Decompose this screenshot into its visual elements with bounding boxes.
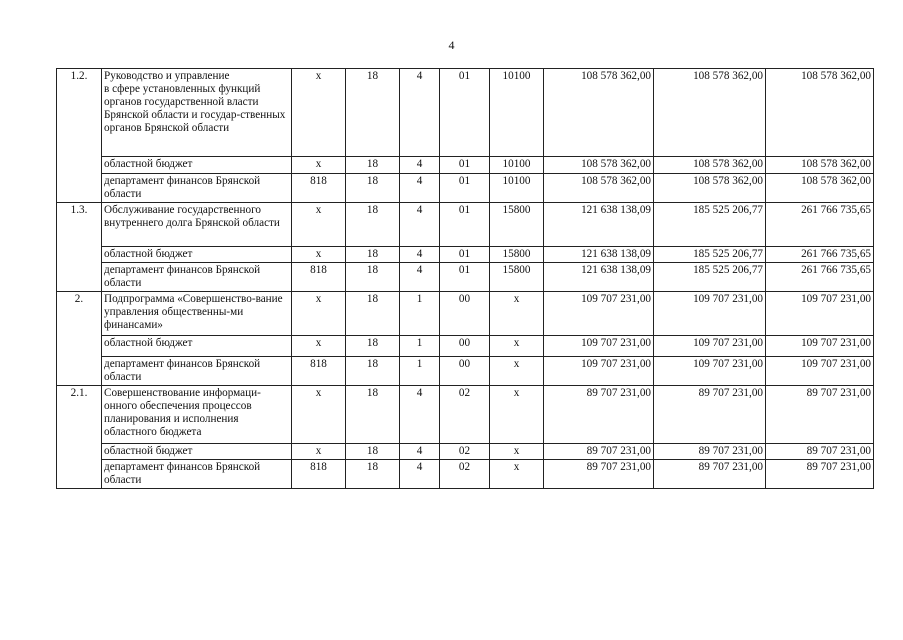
table-row-main	[57, 386, 874, 444]
amount-year-2: 89 707 231,00	[654, 444, 766, 460]
code-subprogram: 4	[400, 263, 440, 292]
code-program: 18	[346, 336, 400, 357]
amount-year-1: 109 707 231,00	[544, 292, 654, 336]
code-subprogram: 4	[400, 444, 440, 460]
code-main-activity: 01	[440, 174, 490, 203]
row-name: Обслуживание государственного внутреннего долга Брянской области	[102, 203, 292, 247]
budget-table-body	[57, 69, 874, 489]
row-name: областной бюджет	[102, 336, 292, 357]
code-main-activity: 01	[440, 247, 490, 263]
row-name: департамент финансов Брянской области	[102, 174, 292, 203]
code-program: 18	[346, 357, 400, 386]
code-program: 18	[346, 247, 400, 263]
code-grbs: х	[292, 292, 346, 336]
code-direction: 10100	[490, 174, 544, 203]
amount-year-1: 108 578 362,00	[544, 157, 654, 174]
amount-year-3: 89 707 231,00	[766, 460, 874, 489]
code-grbs: х	[292, 69, 346, 157]
amount-year-3: 108 578 362,00	[766, 157, 874, 174]
amount-year-2: 108 578 362,00	[654, 69, 766, 157]
code-subprogram: 1	[400, 292, 440, 336]
code-direction: 10100	[490, 69, 544, 157]
code-subprogram: 4	[400, 460, 440, 489]
code-subprogram: 1	[400, 336, 440, 357]
budget-table	[56, 68, 874, 489]
code-main-activity: 01	[440, 263, 490, 292]
code-main-activity: 02	[440, 444, 490, 460]
amount-year-2: 185 525 206,77	[654, 247, 766, 263]
code-direction: х	[490, 386, 544, 444]
code-grbs: х	[292, 386, 346, 444]
row-number: 1.2.	[57, 69, 102, 203]
code-grbs: х	[292, 157, 346, 174]
table-row-main	[57, 69, 874, 157]
code-main-activity: 00	[440, 357, 490, 386]
code-grbs: 818	[292, 263, 346, 292]
code-grbs: х	[292, 203, 346, 247]
amount-year-3: 109 707 231,00	[766, 336, 874, 357]
code-grbs: 818	[292, 174, 346, 203]
code-direction: х	[490, 357, 544, 386]
amount-year-1: 108 578 362,00	[544, 174, 654, 203]
row-name: областной бюджет	[102, 247, 292, 263]
code-main-activity: 01	[440, 69, 490, 157]
amount-year-3: 261 766 735,65	[766, 263, 874, 292]
amount-year-1: 89 707 231,00	[544, 386, 654, 444]
code-subprogram: 4	[400, 203, 440, 247]
code-program: 18	[346, 174, 400, 203]
code-direction: х	[490, 336, 544, 357]
code-main-activity: 00	[440, 292, 490, 336]
amount-year-2: 185 525 206,77	[654, 203, 766, 247]
amount-year-2: 109 707 231,00	[654, 292, 766, 336]
code-direction: 15800	[490, 263, 544, 292]
amount-year-3: 89 707 231,00	[766, 386, 874, 444]
amount-year-3: 261 766 735,65	[766, 203, 874, 247]
code-program: 18	[346, 460, 400, 489]
amount-year-1: 108 578 362,00	[544, 69, 654, 157]
amount-year-1: 89 707 231,00	[544, 444, 654, 460]
amount-year-2: 89 707 231,00	[654, 386, 766, 444]
row-name: областной бюджет	[102, 157, 292, 174]
row-name: областной бюджет	[102, 444, 292, 460]
row-name: департамент финансов Брянской области	[102, 460, 292, 489]
amount-year-1: 89 707 231,00	[544, 460, 654, 489]
code-grbs: 818	[292, 357, 346, 386]
code-grbs: х	[292, 444, 346, 460]
code-program: 18	[346, 292, 400, 336]
table-row	[57, 460, 874, 489]
code-subprogram: 4	[400, 386, 440, 444]
row-name: Совершенствование информаци-онного обеспечения процессов планирования и исполнения областного бюджета	[102, 386, 292, 444]
amount-year-1: 109 707 231,00	[544, 336, 654, 357]
code-main-activity: 01	[440, 157, 490, 174]
amount-year-1: 121 638 138,09	[544, 247, 654, 263]
code-subprogram: 4	[400, 174, 440, 203]
amount-year-3: 109 707 231,00	[766, 357, 874, 386]
table-row	[57, 157, 874, 174]
code-direction: х	[490, 292, 544, 336]
amount-year-1: 121 638 138,09	[544, 203, 654, 247]
code-program: 18	[346, 203, 400, 247]
table-row	[57, 444, 874, 460]
amount-year-3: 109 707 231,00	[766, 292, 874, 336]
code-program: 18	[346, 444, 400, 460]
row-number: 2.	[57, 292, 102, 386]
amount-year-3: 108 578 362,00	[766, 69, 874, 157]
code-grbs: х	[292, 336, 346, 357]
table-row-main	[57, 203, 874, 247]
amount-year-2: 108 578 362,00	[654, 157, 766, 174]
amount-year-3: 108 578 362,00	[766, 174, 874, 203]
amount-year-2: 108 578 362,00	[654, 174, 766, 203]
code-direction: х	[490, 460, 544, 489]
row-name: Подпрограмма «Совершенство-вание управления общественны-ми финансами»	[102, 292, 292, 336]
code-subprogram: 1	[400, 357, 440, 386]
table-row	[57, 357, 874, 386]
amount-year-2: 109 707 231,00	[654, 357, 766, 386]
page-number: 4	[448, 38, 455, 52]
row-number: 1.3.	[57, 203, 102, 292]
table-row	[57, 247, 874, 263]
table-row-main	[57, 292, 874, 336]
row-name: департамент финансов Брянской области	[102, 263, 292, 292]
code-grbs: х	[292, 247, 346, 263]
amount-year-2: 185 525 206,77	[654, 263, 766, 292]
table-row	[57, 263, 874, 292]
code-main-activity: 02	[440, 386, 490, 444]
table-row	[57, 336, 874, 357]
code-main-activity: 01	[440, 203, 490, 247]
code-direction: 15800	[490, 203, 544, 247]
code-main-activity: 02	[440, 460, 490, 489]
amount-year-2: 109 707 231,00	[654, 336, 766, 357]
row-number: 2.1.	[57, 386, 102, 489]
code-subprogram: 4	[400, 69, 440, 157]
code-program: 18	[346, 69, 400, 157]
row-name: департамент финансов Брянской области	[102, 357, 292, 386]
amount-year-3: 261 766 735,65	[766, 247, 874, 263]
code-grbs: 818	[292, 460, 346, 489]
amount-year-2: 89 707 231,00	[654, 460, 766, 489]
code-program: 18	[346, 157, 400, 174]
code-subprogram: 4	[400, 157, 440, 174]
amount-year-3: 89 707 231,00	[766, 444, 874, 460]
code-main-activity: 00	[440, 336, 490, 357]
code-program: 18	[346, 386, 400, 444]
table-row	[57, 174, 874, 203]
row-name: Руководство и управление в сфере установленных функций органов государственной власти Брянской области и государ-ственных органов Брянской области	[102, 69, 292, 157]
code-direction: 15800	[490, 247, 544, 263]
amount-year-1: 121 638 138,09	[544, 263, 654, 292]
code-direction: х	[490, 444, 544, 460]
code-program: 18	[346, 263, 400, 292]
code-direction: 10100	[490, 157, 544, 174]
code-subprogram: 4	[400, 247, 440, 263]
amount-year-1: 109 707 231,00	[544, 357, 654, 386]
